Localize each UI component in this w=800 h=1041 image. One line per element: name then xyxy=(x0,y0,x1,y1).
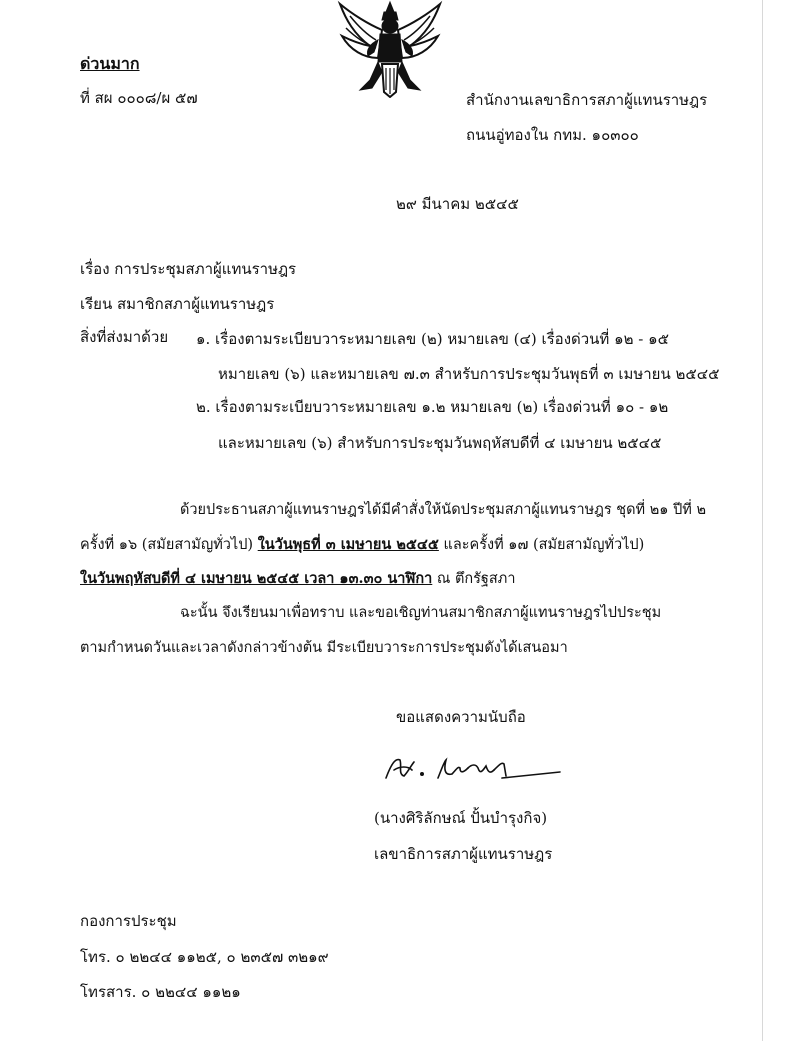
telephone-numbers: โทร. ๐ ๒๒๔๔ ๑๑๒๕, ๐ ๒๓๕๗ ๓๒๑๙ xyxy=(80,948,329,966)
body-paragraph-1-line-1: ด้วยประธานสภาผู้แทนราษฎรได้มีคำสั่งให้นัดประชุมสภาผู้แทนราษฎร ชุดที่ ๒๑ ปีที่ ๒ xyxy=(180,502,707,518)
reference-number: ที่ สผ ๐๐๐๘/ผ ๕๗ xyxy=(80,89,198,107)
page-edge xyxy=(762,0,763,1041)
enclosure-item-2-line-1: ๒. เรื่องตามระเบียบวาระหมายเลข ๑.๒ หมายเลข (๒) เรื่องด่วนที่ ๑๐ - ๑๒ xyxy=(196,398,669,416)
division-name: กองการประชุม xyxy=(80,912,177,930)
letter-date: ๒๙ มีนาคม ๒๕๔๕ xyxy=(396,195,519,213)
signature-icon xyxy=(382,752,562,786)
enclosure-item-2-line-2: และหมายเลข (๖) สำหรับการประชุมวันพฤหัสบดีที่ ๔ เมษายน ๒๕๔๕ xyxy=(218,434,662,452)
enclosures-label: สิ่งที่ส่งมาด้วย xyxy=(80,328,169,346)
body-paragraph-1-line-3 xyxy=(80,572,516,587)
addressee-line: เรียน สมาชิกสภาผู้แทนราษฎร xyxy=(80,295,275,313)
fax-number: โทรสาร. ๐ ๒๒๔๔ ๑๑๒๑ xyxy=(80,983,241,1001)
office-name: สำนักงานเลขาธิการสภาผู้แทนราษฎร xyxy=(466,91,708,109)
meeting-16-date: ในวันพุธที่ ๓ เมษายน ๒๕๔๕ xyxy=(257,536,439,553)
closing-salutation: ขอแสดงความนับถือ xyxy=(396,708,526,726)
garuda-emblem-icon xyxy=(330,0,450,98)
office-address: ถนนอู่ทองใน กทม. ๑๐๓๐๐ xyxy=(466,126,639,144)
meeting-venue: ณ ตึกรัฐสภา xyxy=(432,571,516,587)
signatory-position: เลขาธิการสภาผู้แทนราษฎร xyxy=(374,845,553,863)
body-paragraph-2-line-1: ฉะนั้น จึงเรียนมาเพื่อทราบ และขอเชิญท่านสมาชิกสภาผู้แทนราษฎรไปประชุม xyxy=(180,605,662,621)
body-paragraph-1-line-2 xyxy=(80,538,644,553)
signatory-name: (นางศิริลักษณ์ ปั้นบำรุงกิจ) xyxy=(374,809,548,827)
enclosure-item-1-line-2: หมายเลข (๖) และหมายเลข ๗.๓ สำหรับการประชุมวันพุธที่ ๓ เมษายน ๒๕๔๕ xyxy=(218,365,720,383)
enclosure-item-1-line-1: ๑. เรื่องตามระเบียบวาระหมายเลข (๒) หมายเลข (๔) เรื่องด่วนที่ ๑๒ - ๑๕ xyxy=(196,330,669,348)
subject-line: เรื่อง การประชุมสภาผู้แทนราษฎร xyxy=(80,260,297,278)
body-paragraph-2-line-2: ตามกำหนดวันและเวลาดังกล่าวข้างต้น มีระเบียบวาระการประชุมดังได้เสนอมา xyxy=(80,640,568,656)
urgency-label: ด่วนมาก xyxy=(80,54,140,73)
meeting-17-label: และครั้งที่ ๑๗ (สมัยสามัญทั่วไป) xyxy=(438,537,645,553)
meeting-17-date-time: ในวันพฤหัสบดีที่ ๔ เมษายน ๒๕๔๕ เวลา ๑๓.๓๐ นาฬิกา xyxy=(80,570,433,587)
meeting-16-label: ครั้งที่ ๑๖ (สมัยสามัญทั่วไป) xyxy=(80,537,258,553)
